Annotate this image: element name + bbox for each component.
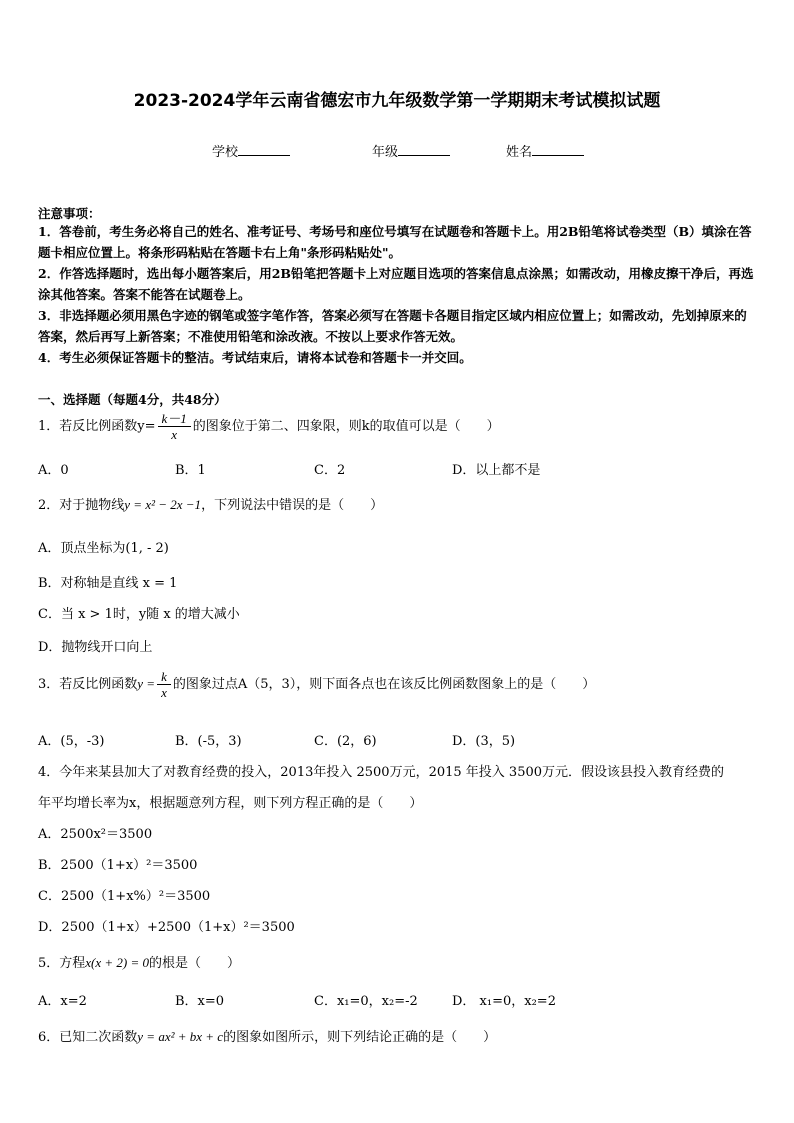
q3-option-c: C．(2，6) [314, 734, 377, 749]
q3-text-post: 的图象过点A（5，3），则下面各点也在该反比例函数图象上的是（ ） [172, 677, 596, 692]
q2-text-pre: 2．对于抛物线 [38, 498, 125, 513]
q1-option-a: A．0 [38, 463, 69, 478]
q1-fraction [158, 411, 191, 442]
q1-option-d: D．以上都不是 [452, 463, 541, 478]
q2-option-b: B．对称轴是直线 x = 1 [38, 576, 178, 591]
q1-text-pre: 1．若反比例函数y= [38, 419, 156, 434]
q3-text-pre: 3．若反比例函数 [38, 677, 138, 692]
q3-option-d: D．(3，5) [452, 734, 516, 749]
question-4-line-2: 年平均增长率为x，根据题意列方程，则下列方程正确的是（ ） [38, 796, 423, 811]
name-field [506, 141, 584, 160]
notice-heading: 注意事项： [38, 206, 101, 221]
q4-option-b: B．2500（1+x）²＝3500 [38, 858, 198, 873]
q1-option-b: B．1 [175, 463, 206, 478]
school-label: 学校 [212, 145, 239, 160]
q6-text-pre: 6．已知二次函数 [38, 1030, 138, 1045]
question-5 [38, 952, 240, 971]
q5-text-post: 的根是（ ） [149, 956, 241, 971]
grade-field [372, 141, 450, 160]
q1-text-post: 的图象位于第二、四象限，则k的取值可以是（ ） [192, 419, 500, 434]
q5-option-a: A．x=2 [38, 994, 87, 1009]
q4-option-a: A．2500x²＝3500 [38, 827, 153, 842]
q4-option-d: D．2500（1+x）+2500（1+x）²＝3500 [38, 920, 295, 935]
grade-label: 年级 [372, 145, 399, 160]
q3-fraction [157, 669, 171, 700]
notice-item-4: 4．考生必须保证答题卡的整洁。考试结束后，请将本试卷和答题卡一并交回。 [38, 350, 472, 365]
notice-item-2: 2．作答选择题时，选出每小题答案后，用2B铅笔把答题卡上对应题目选项的答案信息点涂黑；如需改动，用橡皮擦干净后，再选涂其他答案。答案不能答在试题卷上。 [38, 266, 754, 302]
q3-denominator: x [161, 685, 167, 700]
question-1 [38, 411, 500, 442]
q5-option-b: B．x=0 [175, 994, 225, 1009]
q5-option-c: C．x₁=0，x₂=-2 [314, 994, 418, 1009]
q1-denominator: x [171, 427, 178, 442]
q6-expression: y = ax² + bx + c [137, 1029, 224, 1044]
question-3 [38, 669, 595, 700]
page-title: 2023-2024学年云南省德宏市九年级数学第一学期期末考试模拟试题 [133, 91, 661, 111]
q2-text-post: ，下列说法中错误的是（ ） [201, 498, 384, 513]
q5-option-d: D． x₁=0，x₂=2 [452, 994, 556, 1009]
q4-option-c: C．2500（1+x%）²＝3500 [38, 889, 211, 904]
section-heading: 一、选择题（每题4分，共48分） [38, 392, 227, 407]
q1-option-c: C．2 [314, 463, 346, 478]
school-field [212, 141, 290, 160]
question-6 [38, 1026, 496, 1045]
q5-expression: x(x + 2) = 0 [85, 955, 150, 970]
q3-numerator: k [157, 669, 171, 685]
q1-numerator: k－1 [158, 411, 191, 427]
notice-item-1: 1．答卷前，考生务必将自己的姓名、准考证号、考场号和座位号填写在试题卷和答题卡上。用2B铅笔将试卷类型（B）填涂在答题卡相应位置上。将条形码粘贴在答题卡右上角"条形码粘贴处"。 [38, 224, 752, 260]
q3-lhs: y = [137, 676, 156, 691]
q2-option-d: D．抛物线开口向上 [38, 640, 153, 655]
q3-option-a: A．(5，-3) [38, 734, 105, 749]
q2-option-c: C．当 x > 1时，y随 x 的增大减小 [38, 607, 240, 622]
name-label: 姓名 [506, 145, 533, 160]
q2-expression: y = x² − 2x −1 [124, 497, 202, 512]
q5-text-pre: 5．方程 [38, 956, 86, 971]
q3-option-b: B．(-5，3) [175, 734, 242, 749]
q6-text-post: 的图象如图所示，则下列结论正确的是（ ） [223, 1030, 497, 1045]
q2-option-a: A．顶点坐标为(1, - 2) [38, 541, 169, 556]
question-4-line-1: 4．今年来某县加大了对教育经费的投入，2013年投入 2500万元，2015 年投入 3500万元．假设该县投入教育经费的 [38, 765, 725, 780]
notice-item-3: 3．非选择题必须用黑色字迹的钢笔或签字笔作答，答案必须写在答题卡各题目指定区域内相应位置上；如需改动，先划掉原来的答案，然后再写上新答案；不准使用铅笔和涂改液。不按以上要求作答无效。 [38, 308, 747, 344]
question-2 [38, 494, 383, 513]
